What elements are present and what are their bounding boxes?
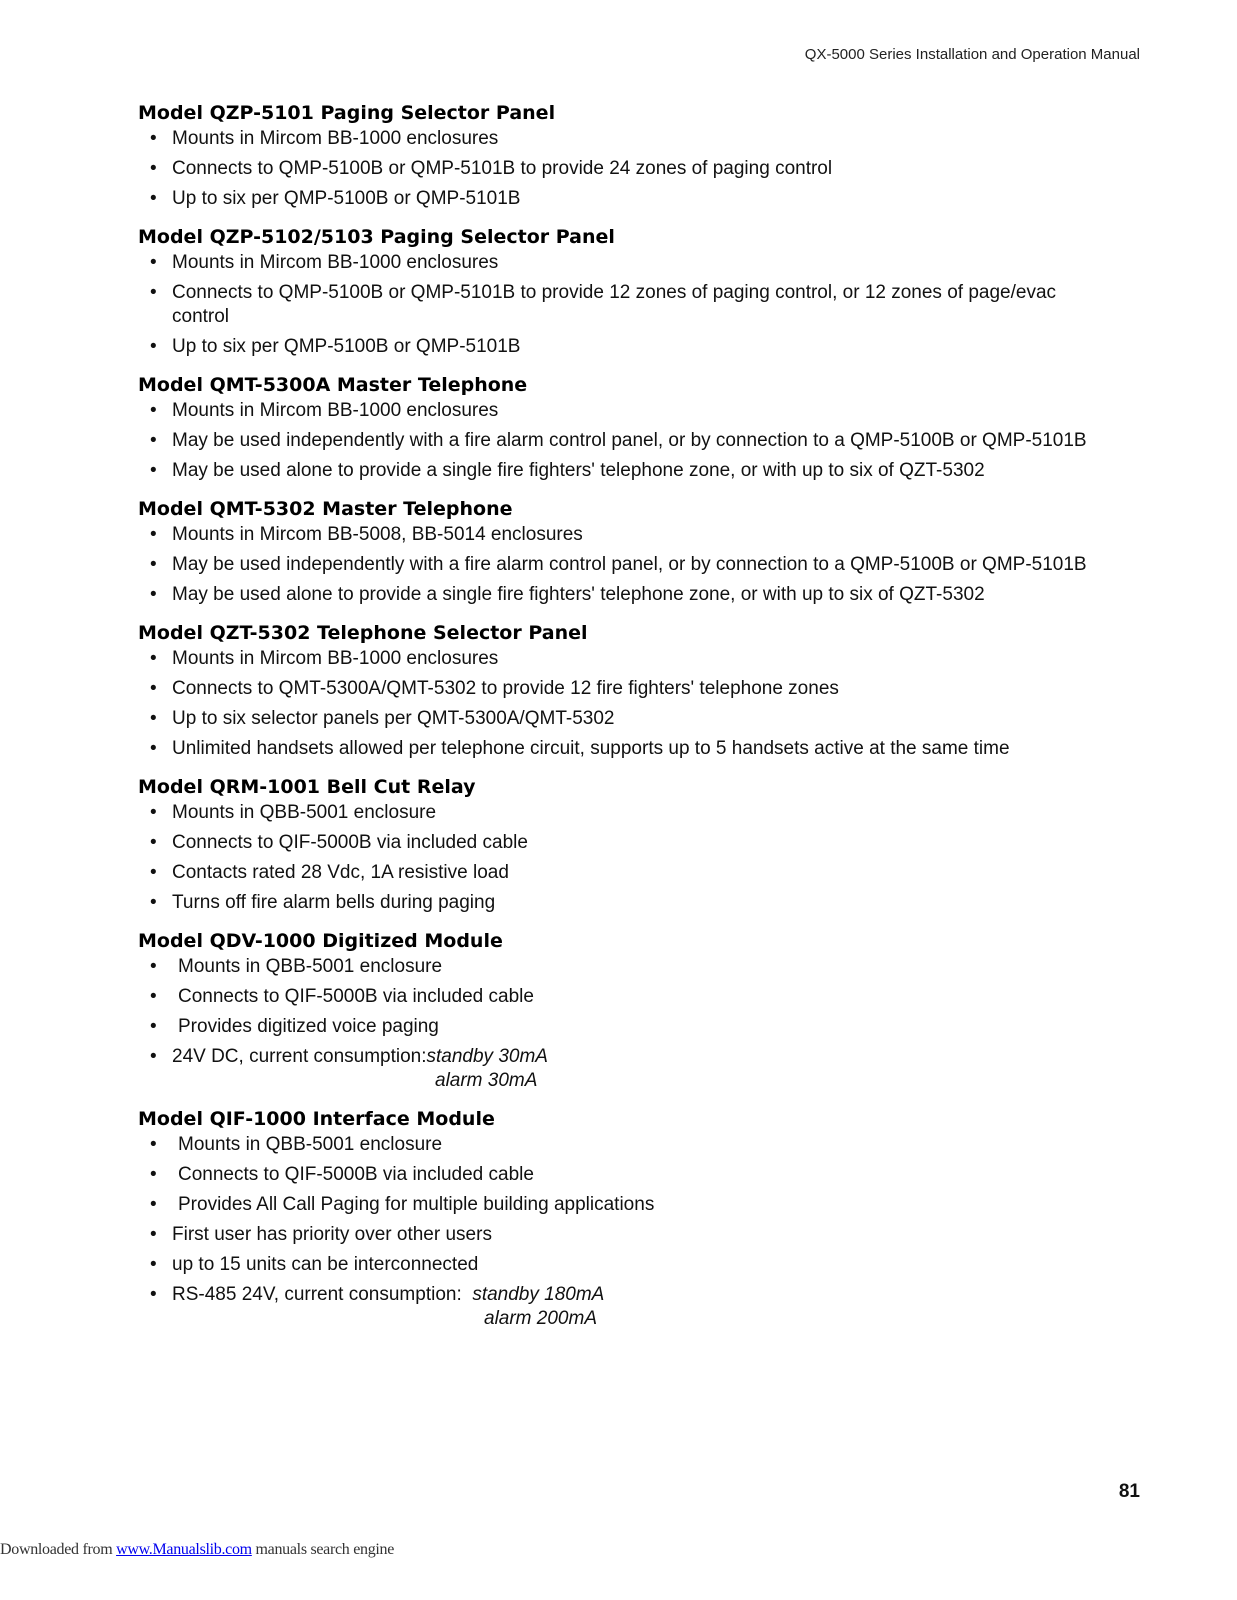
manualslib-link[interactable]: www.Manualslib.com [116, 1541, 252, 1558]
list-item: • Mounts in Mircom BB-1000 enclosures [138, 647, 1148, 671]
spec-item [138, 1283, 1148, 1331]
list-item: • Mounts in Mircom BB-1000 enclosures [138, 399, 1148, 423]
list-item: • May be used independently with a fire alarm control panel, or by connection to a QMP-5100B or QMP-5101B [138, 553, 1148, 577]
list-item-text: Mounts in QBB-5001 enclosure [178, 956, 443, 977]
section-title: Model QZP-5101 Paging Selector Panel [138, 102, 556, 124]
running-header: QX-5000 Series Installation and Operation Manual [804, 46, 1140, 63]
spec-standby: standby 30mA [426, 1046, 548, 1067]
list-item: • Mounts in Mircom BB-1000 enclosures [138, 127, 1148, 151]
spec-alarm: alarm 200mA [484, 1308, 597, 1329]
list-item: • Mounts in Mircom BB-5008, BB-5014 enclosures [138, 523, 1148, 547]
list-item: • Up to six selector panels per QMT-5300A/QMT-5302 [138, 707, 1148, 731]
list-item: • May be used independently with a fire alarm control panel, or by connection to a QMP-5100B or QMP-5101B [138, 429, 1148, 453]
spec-label: RS-485 24V, current consumption: [172, 1284, 462, 1305]
section-qzp-5101 [138, 100, 1148, 211]
list-item [138, 1193, 1148, 1217]
section-qmt-5300a [138, 372, 1148, 483]
bullet-list [138, 1045, 1148, 1093]
section-qzt-5302 [138, 620, 1148, 761]
section-title: Model QMT-5300A Master Telephone [138, 374, 528, 396]
list-item: • Connects to QMP-5100B or QMP-5101B to provide 24 zones of paging control [138, 157, 1148, 181]
section-title: Model QZT-5302 Telephone Selector Panel [138, 622, 588, 644]
section-title: Model QZP-5102/5103 Paging Selector Panel [138, 226, 615, 248]
bullet-list [138, 647, 1148, 761]
list-item [138, 1015, 1148, 1039]
footer [0, 1541, 394, 1559]
list-item-text: Mounts in QBB-5001 enclosure [178, 1134, 443, 1155]
section-title: Model QRM-1001 Bell Cut Relay [138, 776, 476, 798]
list-item: • Contacts rated 28 Vdc, 1A resistive load [138, 861, 1148, 885]
spec-item [138, 1045, 1148, 1093]
list-item: • May be used alone to provide a single fire fighters' telephone zone, or with up to six of QZT-5302 [138, 583, 1148, 607]
list-item: • Turns off fire alarm bells during paging [138, 891, 1148, 915]
section-title: Model QMT-5302 Master Telephone [138, 498, 513, 520]
bullet-list [138, 1133, 1148, 1217]
bullet-list [138, 955, 1148, 1039]
footer-prefix: Downloaded from [0, 1541, 117, 1558]
list-item [138, 1163, 1148, 1187]
list-item-text: Provides All Call Paging for multiple building applications [178, 1194, 655, 1215]
spec-label: 24V DC, current consumption: [172, 1046, 427, 1067]
section-qmt-5302 [138, 496, 1148, 607]
section-title: Model QIF-1000 Interface Module [138, 1108, 495, 1130]
bullet-list [138, 399, 1148, 483]
section-title: Model QDV-1000 Digitized Module [138, 930, 503, 952]
list-item-text: Provides digitized voice paging [178, 1016, 439, 1037]
list-item: • Connects to QMT-5300A/QMT-5302 to provide 12 fire fighters' telephone zones [138, 677, 1148, 701]
footer-suffix: manuals search engine [251, 1541, 395, 1558]
list-item: • Connects to QMP-5100B or QMP-5101B to provide 12 zones of paging control, or 12 zones of page/evac control [138, 281, 1148, 329]
spec-alarm: alarm 30mA [435, 1070, 538, 1091]
list-item: • First user has priority over other users [138, 1223, 1148, 1247]
list-item: • May be used alone to provide a single fire fighters' telephone zone, or with up to six of QZT-5302 [138, 459, 1148, 483]
section-qrm-1001 [138, 774, 1148, 915]
list-item-text: Connects to QIF-5000B via included cable [178, 986, 534, 1007]
section-qdv-1000 [138, 928, 1148, 1093]
bullet-list [138, 127, 1148, 211]
document-body [138, 100, 1148, 1344]
page-number: 81 [1118, 1481, 1140, 1502]
section-qzp-5102-5103 [138, 224, 1148, 359]
list-item: • up to 15 units can be interconnected [138, 1253, 1148, 1277]
list-item: • Connects to QIF-5000B via included cable [138, 831, 1148, 855]
list-item [138, 985, 1148, 1009]
bullet-list [138, 523, 1148, 607]
bullet-list [138, 801, 1148, 915]
list-item [138, 1133, 1148, 1157]
list-item: • Mounts in QBB-5001 enclosure [138, 801, 1148, 825]
bullet-list [138, 251, 1148, 359]
list-item: • Up to six per QMP-5100B or QMP-5101B [138, 187, 1148, 211]
list-item: • Up to six per QMP-5100B or QMP-5101B [138, 335, 1148, 359]
list-item: • Unlimited handsets allowed per telephone circuit, supports up to 5 handsets active at the same time [138, 737, 1148, 761]
list-item: • Mounts in Mircom BB-1000 enclosures [138, 251, 1148, 275]
list-item [138, 955, 1148, 979]
spec-standby: standby 180mA [472, 1284, 605, 1305]
section-qif-1000 [138, 1106, 1148, 1331]
bullet-list [138, 1223, 1148, 1331]
list-item-text: Connects to QIF-5000B via included cable [178, 1164, 534, 1185]
